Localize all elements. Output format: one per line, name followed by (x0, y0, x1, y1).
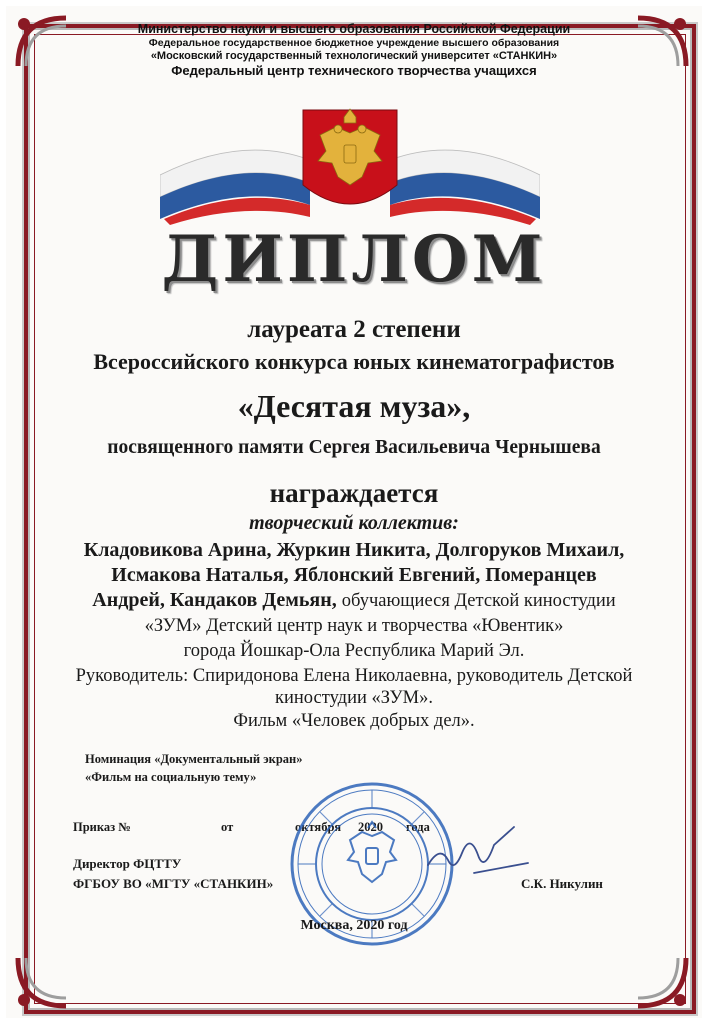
degree-line: лауреата 2 степени (247, 316, 461, 343)
flag-emblem-icon (160, 105, 540, 225)
recipients-block (30, 538, 678, 639)
order-prefix: Приказ № (73, 820, 131, 834)
university-line: «Московский государственный технологический университет «СТАНКИН» (150, 50, 558, 62)
leader-line-1: Руководитель: Спиридонова Елена Николаевна, руководитель Детской (75, 666, 633, 686)
names-line: Кладовикова Арина, Журкин Никита, Долгоруков Михаил, (83, 539, 625, 561)
order-suffix: года (406, 820, 430, 834)
names-line: Андрей, Кандаков Демьян, (92, 589, 337, 611)
corner-ornament-icon (10, 950, 74, 1014)
nomination-line: Номинация «Документальный экран» (85, 752, 303, 766)
film-line: Фильм «Человек добрых дел». (233, 711, 475, 731)
center-line: Федеральный центр технического творчества учащихся (171, 63, 537, 78)
signature-icon (418, 815, 538, 885)
nomination-subline: «Фильм на социальную тему» (85, 770, 257, 784)
corner-ornament-icon (630, 950, 694, 1014)
studio-text: обучающиеся Детской киностудии (341, 591, 616, 611)
ministry-line: Министерство науки и высшего образования Российской Федерации (137, 22, 571, 36)
studio-line: «ЗУМ» Детский центр наук и творчества «Ювентик» (144, 616, 564, 636)
contest-name: «Десятая муза», (237, 388, 471, 424)
diploma-title: ДИПЛОМ (161, 222, 547, 297)
institution-type-line: Федеральное государственное бюджетное учреждение высшего образования (148, 37, 560, 49)
director-org: ФГБОУ ВО «МГТУ «СТАНКИН» (73, 876, 274, 891)
contest-line: Всероссийского конкурса юных кинематографистов (93, 349, 615, 374)
place-date: Москва, 2020 год (300, 918, 408, 933)
order-year: 2020 (358, 820, 383, 834)
director-title: Директор ФЦТТУ (73, 856, 182, 871)
director-name: С.К. Никулин (521, 876, 603, 891)
dedication-line: посвященного памяти Сергея Васильевича Чернышева (107, 437, 601, 458)
leader-line (30, 665, 678, 709)
names-line: Исмакова Наталья, Яблонский Евгений, Померанцев (111, 564, 597, 586)
leader-line-2: киностудии «ЗУМ». (275, 688, 433, 708)
issuer-header (60, 22, 648, 79)
awarded-line: награждается (269, 478, 439, 508)
order-month: октября (295, 820, 342, 834)
recipient-type: творческий коллектив: (249, 512, 459, 534)
order-from: от (221, 820, 234, 834)
city-line: города Йошкар-Ола Республика Марий Эл. (183, 641, 525, 661)
